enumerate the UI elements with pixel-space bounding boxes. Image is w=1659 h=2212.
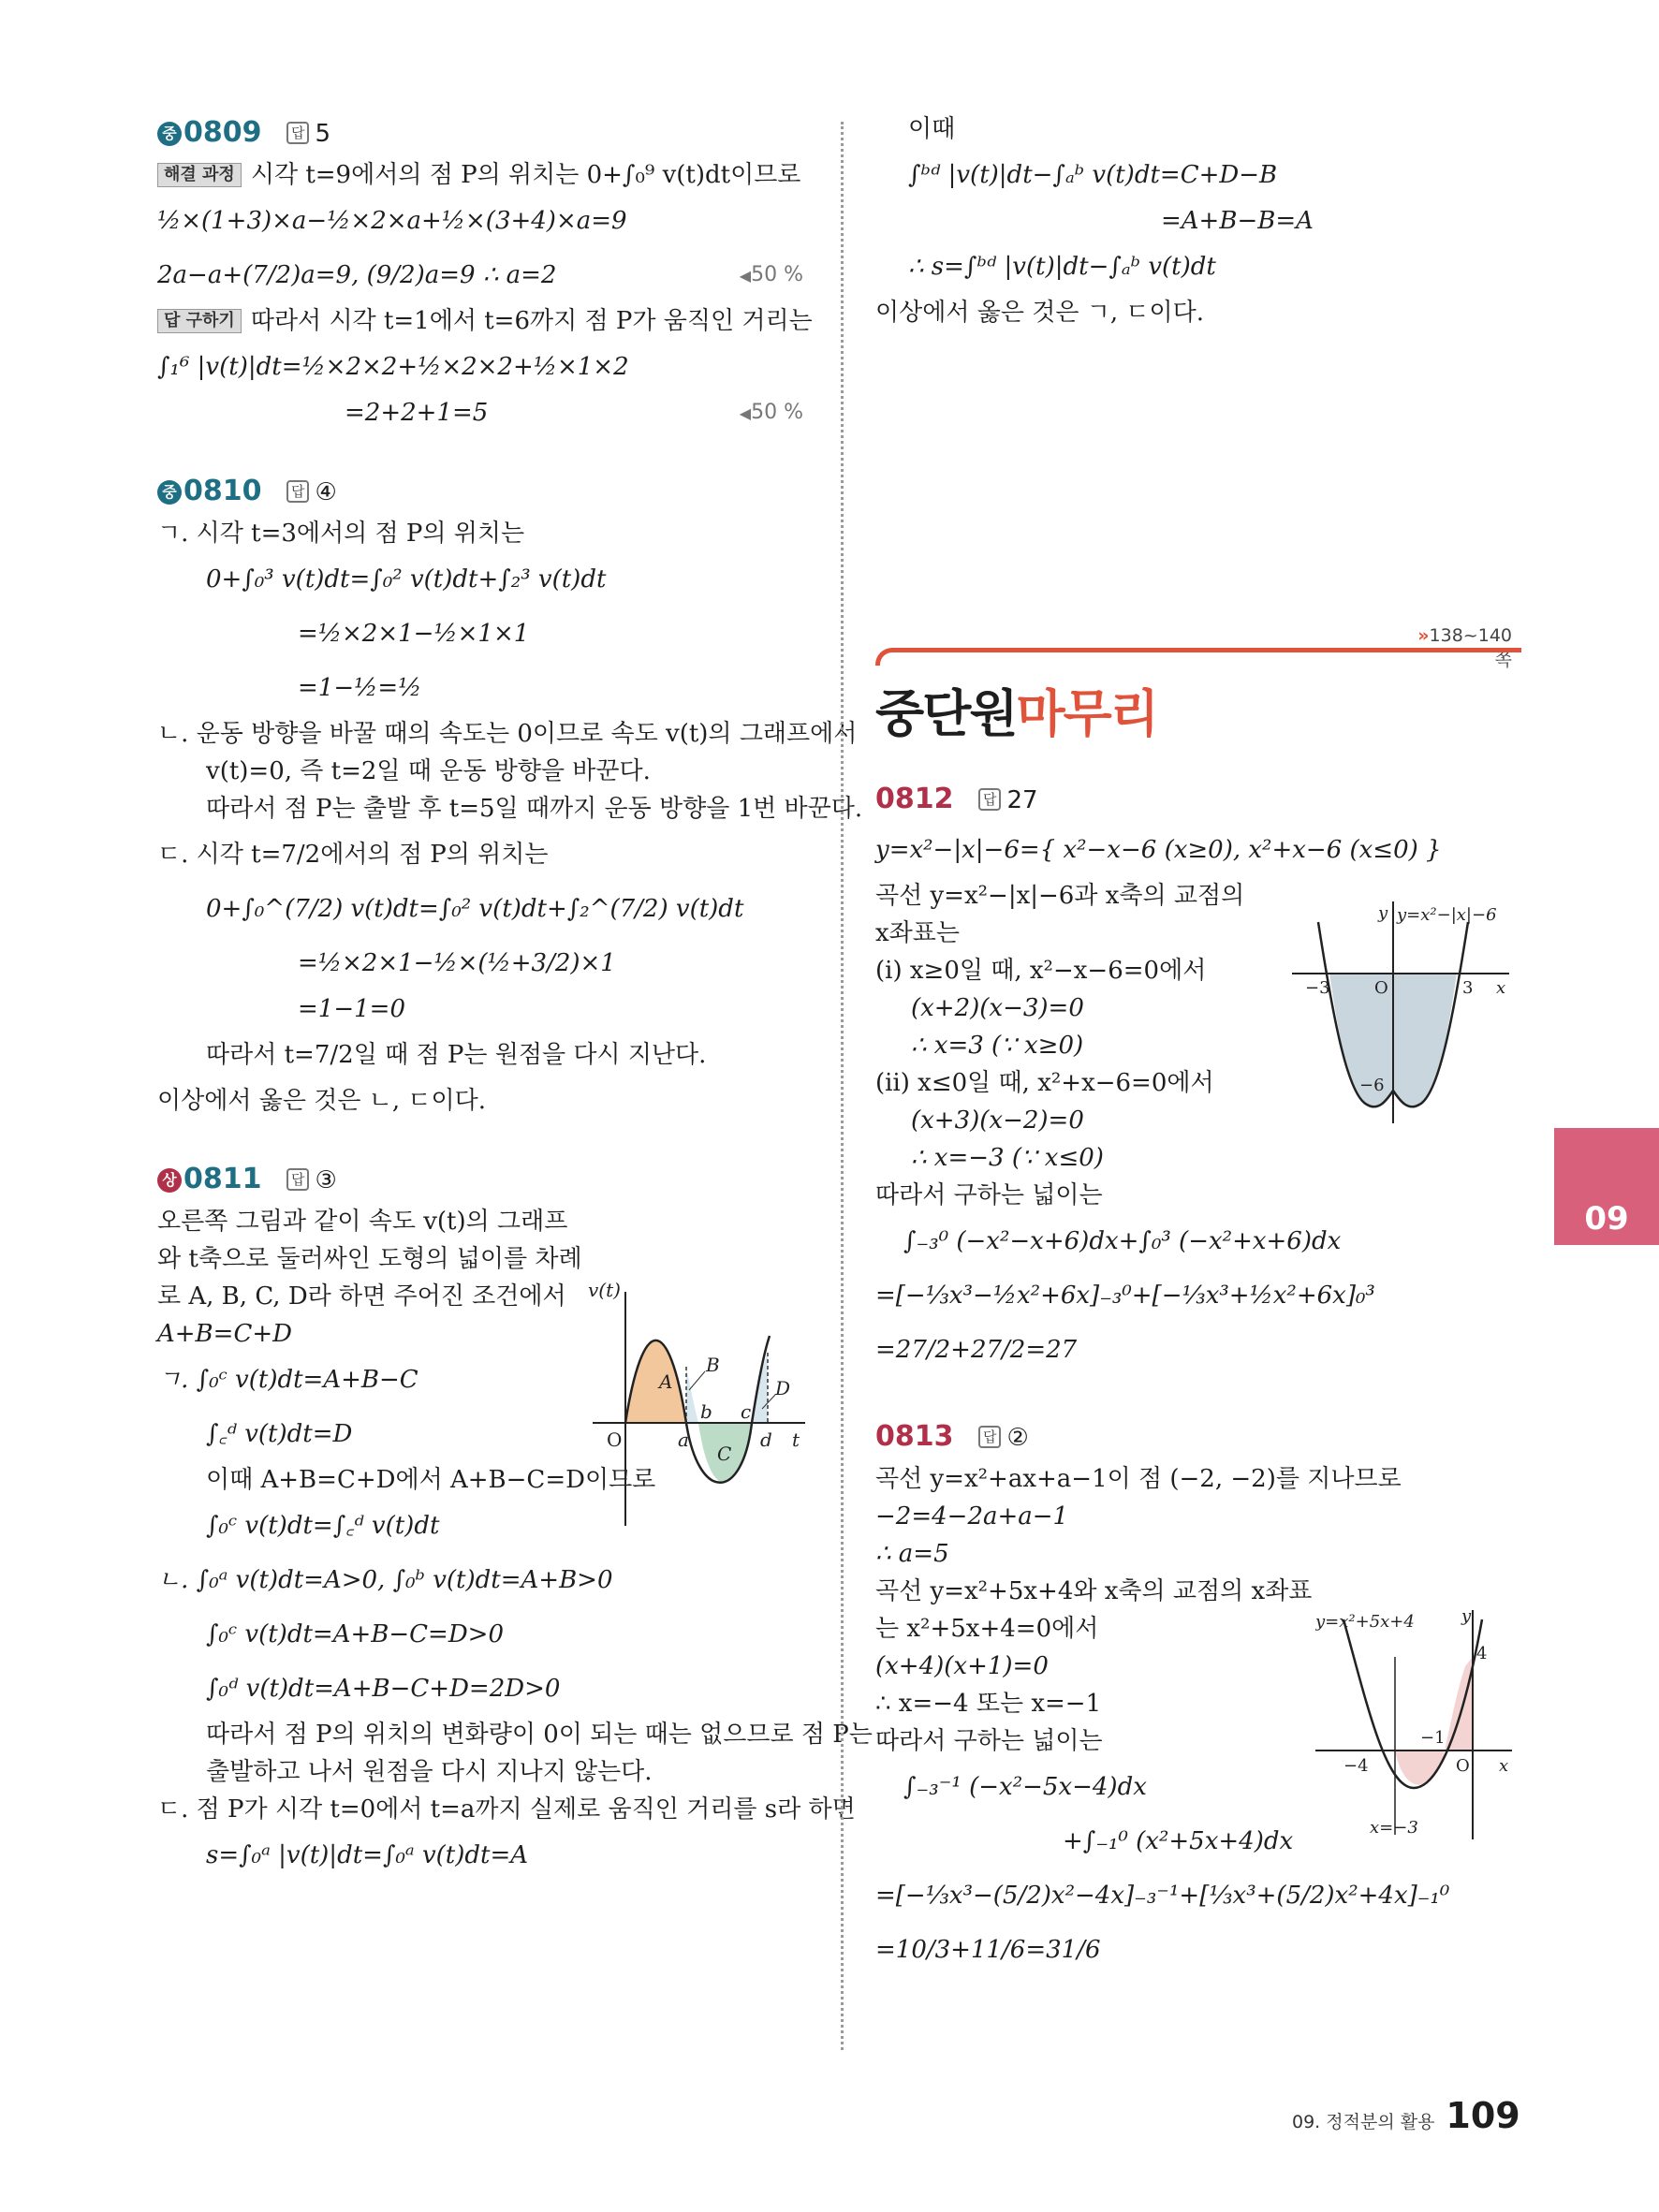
solution-line: ㄱ. 시각 t=3에서의 점 P의 위치는 xyxy=(157,520,525,548)
answer-label: 답 xyxy=(978,1426,1002,1448)
solution-line: 따라서 구하는 넓이는 xyxy=(875,1181,1103,1209)
solution-line: 곡선 y=x²+ax+a−1이 점 (−2, −2)를 지나므로 xyxy=(875,1465,1402,1493)
answer-value: 27 xyxy=(1006,786,1038,814)
solution-line: 답 구하기 따라서 시각 t=1에서 t=6까지 점 P가 움직인 거리는 xyxy=(157,302,813,340)
solution-line: A+B=C+D xyxy=(157,1320,292,1348)
graph-0812-figure xyxy=(1292,894,1517,1128)
solution-line: 0+∫₀^(7/2) v(t)dt=∫₀² v(t)dt+∫₂^(7/2) v(t)dt xyxy=(206,895,744,923)
tick-label: 4 xyxy=(1476,1644,1488,1663)
solution-line: 따라서 점 P의 위치의 변화량이 0이 되는 때는 없으므로 점 P는 xyxy=(206,1721,873,1749)
solution-line: 해결 과정 시각 t=9에서의 점 P의 위치는 0+∫₀⁹ v(t)dt이므로 xyxy=(157,156,813,194)
x-axis-label: x xyxy=(1496,978,1506,998)
solution-line: =[−⅓x³−(5/2)x²−4x]₋₃⁻¹+[⅓x³+(5/2)x²+4x]₋₁⁰ xyxy=(875,1882,1450,1910)
x-axis-label: x xyxy=(1499,1756,1509,1776)
tick-label: −4 xyxy=(1343,1756,1369,1776)
problem-0809-header xyxy=(157,110,813,156)
solution-line: 이때 xyxy=(908,115,956,143)
solution-line: (ⅱ) x≤0일 때, x²+x−6=0에서 xyxy=(875,1069,1214,1097)
tick-label: 3 xyxy=(1462,978,1474,998)
section-title: 중단원마무리 xyxy=(875,684,1157,743)
level-badge: 상 xyxy=(157,1168,182,1193)
tick-label: −6 xyxy=(1359,1076,1385,1095)
solution-line: ∫꜀ᵈ v(t)dt=D xyxy=(206,1420,353,1448)
solution-line: ∫₋₃⁰ (−x²−x+6)dx+∫₀³ (−x²+x+6)dx xyxy=(903,1227,1342,1255)
area-fill-right xyxy=(1445,1657,1473,1751)
step-tag: 답 구하기 xyxy=(157,309,242,333)
region-a-label: A xyxy=(659,1370,673,1393)
solution-line: 출발하고 나서 원점을 다시 지나지 않는다. xyxy=(206,1758,653,1786)
region-b-fill xyxy=(686,1367,698,1423)
line-label: x=−3 xyxy=(1370,1818,1418,1838)
solution-line: ∴ x=−3 (∵ x≤0) xyxy=(911,1144,1104,1172)
problem-0813-header xyxy=(875,1414,1521,1460)
solution-line: 이상에서 옳은 것은 ㄱ, ㄷ이다. xyxy=(875,299,1204,327)
point-a-label: a xyxy=(678,1428,689,1451)
answer-label: 답 xyxy=(978,788,1002,811)
solution-line: ½×(1+3)×a−½×2×a+½×(3+4)×a=9 xyxy=(157,207,627,235)
answer-label: 답 xyxy=(286,122,310,144)
t-axis-label: t xyxy=(792,1428,800,1451)
level-badge: 중 xyxy=(157,480,182,505)
step-tag: 해결 과정 xyxy=(157,163,242,187)
answer-value: ④ xyxy=(315,478,337,506)
page-reference: » 138~140쪽 xyxy=(1404,625,1512,671)
answer-value: 5 xyxy=(315,120,330,148)
solution-line: v(t)=0, 즉 t=2일 때 운동 방향을 바꾼다. xyxy=(206,757,651,785)
origin-label: O xyxy=(607,1428,623,1451)
point-c-label: c xyxy=(741,1400,752,1423)
solution-line: ∴ a=5 xyxy=(875,1540,949,1568)
solution-line: −2=4−2a+a−1 xyxy=(875,1502,1069,1531)
v-axis-label: v(t) xyxy=(588,1279,621,1301)
curve-label: y=x²+5x+4 xyxy=(1315,1612,1415,1632)
solution-line: ㄱ. ∫₀ᶜ v(t)dt=A+B−C xyxy=(157,1366,418,1394)
problem-0811-header xyxy=(157,1157,813,1203)
solution-line: 오른쪽 그림과 같이 속도 v(t)의 그래프 xyxy=(157,1208,568,1236)
y-axis-label: y xyxy=(1378,903,1388,923)
solution-line: ∴ x=−4 또는 x=−1 xyxy=(875,1690,1102,1718)
solution-line: 0+∫₀³ v(t)dt=∫₀² v(t)dt+∫₂³ v(t)dt xyxy=(206,565,607,593)
right-column-top xyxy=(875,110,1521,331)
area-fill-left xyxy=(1395,1751,1445,1785)
solution-line: 따라서 구하는 넓이는 xyxy=(875,1727,1103,1755)
solution-line: ∴ s=∫ᵇᵈ |v(t)|dt−∫ₐᵇ v(t)dt xyxy=(908,253,1216,281)
answer-label: 답 xyxy=(286,480,310,503)
solution-line: ㄷ. 점 P가 시각 t=0에서 t=a까지 실제로 움직인 거리를 s라 하면 xyxy=(157,1795,856,1824)
solution-line: ㄴ. 운동 방향을 바꿀 때의 속도는 0이므로 속도 v(t)의 그래프에서 xyxy=(157,720,858,748)
chapter-side-tab: 09 xyxy=(1554,1128,1659,1245)
solution-line: ∴ x=3 (∵ x≥0) xyxy=(911,1032,1084,1060)
solution-line: s=∫₀ᵃ |v(t)|dt=∫₀ᵃ v(t)dt=A xyxy=(206,1841,529,1869)
solution-line: =1−½=½ xyxy=(298,674,422,702)
answer-label: 답 xyxy=(286,1168,310,1191)
solution-line: ∫ᵇᵈ |v(t)|dt−∫ₐᵇ v(t)dt=C+D−B xyxy=(908,161,1278,189)
origin-label: O xyxy=(1374,978,1388,998)
problem-number: 0809 xyxy=(184,116,262,149)
point-b-label: b xyxy=(700,1400,712,1423)
solution-line: =[−⅓x³−½x²+6x]₋₃⁰+[−⅓x³+½x²+6x]₀³ xyxy=(875,1282,1375,1310)
solution-line: +∫₋₁⁰ (x²+5x+4)dx xyxy=(1063,1827,1294,1855)
velocity-graph-figure xyxy=(588,1278,813,1531)
answer-value: ② xyxy=(1006,1424,1029,1452)
problem-number: 0813 xyxy=(875,1420,954,1453)
solution-line: ∫₋₃⁻¹ (−x²−5x−4)dx xyxy=(903,1773,1147,1801)
percent-marker: ◀ 50 % xyxy=(740,248,803,303)
solution-line: =1−1=0 xyxy=(298,995,405,1023)
solution-line: ∫₁⁶ |v(t)|dt=½×2×2+½×2×2+½×1×2 xyxy=(157,353,629,381)
solution-line: y=x²−|x|−6={ x²−x−6 (x≥0), x²+x−6 (x≤0) } xyxy=(875,836,1442,864)
answer-value: ③ xyxy=(315,1166,337,1194)
graph-0813-figure xyxy=(1315,1601,1521,1844)
solution-line: =2+2+1=5 ◀ 50 % xyxy=(157,394,813,432)
solution-line: (x+3)(x−2)=0 xyxy=(911,1106,1084,1135)
region-b-label: B xyxy=(706,1354,720,1376)
column-divider xyxy=(841,122,844,2050)
problem-number: 0811 xyxy=(184,1163,262,1195)
solution-line: 이상에서 옳은 것은 ㄴ, ㄷ이다. xyxy=(157,1087,486,1115)
solution-line: =10/3+11/6=31/6 xyxy=(875,1936,1101,1964)
solution-line: (ⅰ) x≥0일 때, x²−x−6=0에서 xyxy=(875,957,1207,985)
solution-line: =A+B−B=A xyxy=(1161,207,1314,235)
solution-line: 는 x²+5x+4=0에서 xyxy=(875,1615,1099,1643)
page-footer xyxy=(1292,2095,1520,2136)
solution-line: =½×2×1−½×(½+3/2)×1 xyxy=(298,949,616,977)
percent-marker: ◀ 50 % xyxy=(740,394,803,432)
chapter-title: 09. 정적분의 활용 xyxy=(1292,2112,1435,2132)
point-d-label: d xyxy=(760,1428,772,1451)
solution-line: ∫₀ᶜ v(t)dt=A+B−C=D>0 xyxy=(206,1620,505,1648)
problem-number: 0812 xyxy=(875,783,954,815)
region-d-label: D xyxy=(775,1377,791,1399)
solution-line: 로 A, B, C, D라 하면 주어진 조건에서 xyxy=(157,1282,566,1311)
solution-line: =½×2×1−½×1×1 xyxy=(298,620,530,648)
solution-line: 곡선 y=x²+5x+4와 x축의 교점의 x좌표 xyxy=(875,1577,1313,1605)
tick-label: −3 xyxy=(1305,978,1330,998)
solution-line: ∫₀ᵈ v(t)dt=A+B−C+D=2D>0 xyxy=(206,1675,561,1703)
solution-line: ㄷ. 시각 t=7/2에서의 점 P의 위치는 xyxy=(157,841,549,869)
solution-line: 2a−a+(7/2)a=9, (9/2)a=9 ∴ a=2 ◀ 50 % xyxy=(157,248,813,302)
tick-label: −1 xyxy=(1420,1728,1446,1748)
problem-0810-header xyxy=(157,469,813,515)
left-column xyxy=(157,110,873,1882)
solution-line: 이때 A+B=C+D에서 A+B−C=D이므로 xyxy=(206,1466,656,1494)
y-axis-label: y xyxy=(1461,1606,1472,1626)
solution-line: 곡선 y=x²−|x|−6과 x축의 교점의 xyxy=(875,882,1245,910)
solution-line: 따라서 점 P는 출발 후 t=5일 때까지 운동 방향을 1번 바꾼다. xyxy=(206,795,863,823)
page-number: 109 xyxy=(1446,2095,1520,2136)
problem-number: 0810 xyxy=(184,475,262,507)
level-badge: 중 xyxy=(157,122,182,146)
section-header-bar xyxy=(875,648,1521,666)
solution-line: ∫₀ᶜ v(t)dt=∫꜀ᵈ v(t)dt xyxy=(206,1512,440,1540)
solution-line: (x+2)(x−3)=0 xyxy=(911,994,1084,1022)
region-c-label: C xyxy=(717,1443,732,1465)
solution-line: 와 t축으로 둘러싸인 도형의 넓이를 차례 xyxy=(157,1245,582,1273)
solution-line: (x+4)(x+1)=0 xyxy=(875,1652,1049,1680)
solution-line: 따라서 t=7/2일 때 점 P는 원점을 다시 지난다. xyxy=(206,1041,707,1069)
solution-line: =27/2+27/2=27 xyxy=(875,1336,1078,1364)
solution-line: x좌표는 xyxy=(875,919,961,947)
solution-line: ㄴ. ∫₀ᵃ v(t)dt=A>0, ∫₀ᵇ v(t)dt=A+B>0 xyxy=(157,1566,613,1594)
problem-0812-header xyxy=(875,777,1521,823)
curve-label: y=x²−|x|−6 xyxy=(1397,905,1497,925)
origin-label: O xyxy=(1456,1756,1470,1776)
